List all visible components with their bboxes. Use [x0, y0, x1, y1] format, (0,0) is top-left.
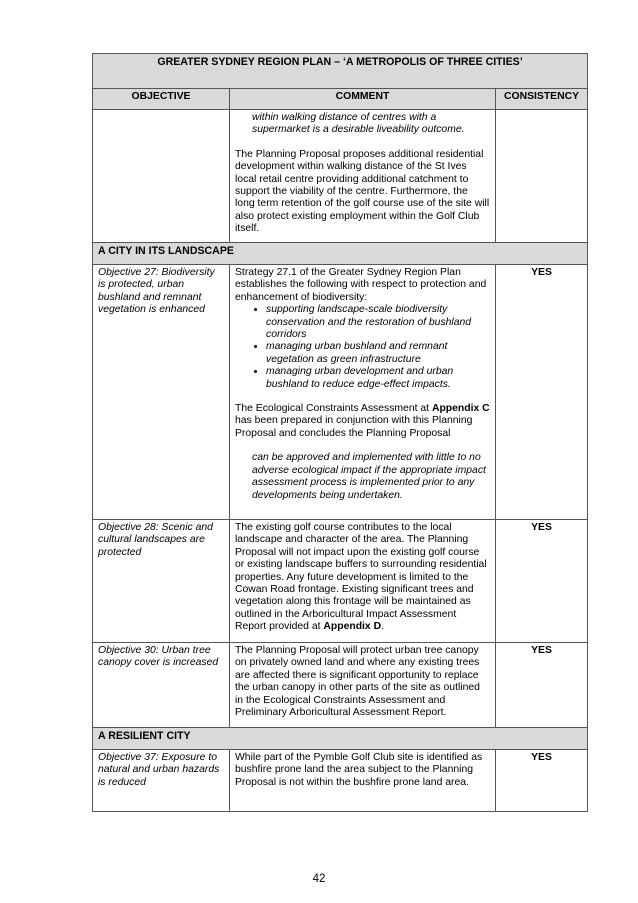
- appendix-reference: Appendix C: [431, 403, 490, 415]
- table-row: [93, 520, 588, 643]
- comment-cell: While part of the Pymble Golf Club site is identified as bushfire prone land the area subject to the Planning Proposal is not within the bushfire prone land area.: [230, 750, 496, 812]
- section-heading: A RESILIENT CITY: [93, 728, 588, 750]
- comment-cell: [230, 110, 496, 243]
- comment-paragraph: The existing golf course contributes to the local landscape and character of the area. The Planning Proposal will not impact upon the existing golf course or existing landscape buffers to surrounding residential properties. Any future development is limited to the Cowan Road frontage. Existing significant trees and vegetation along this frontage will be maintained as outlined in the Arboricultural Impact Assessment Report provided at Appendix D.: [235, 522, 487, 633]
- objective-cell: Objective 28: Scenic and cultural landscapes are protected: [93, 520, 230, 643]
- table-row: [93, 110, 588, 243]
- comment-cell: [230, 520, 496, 643]
- section-heading: A CITY IN ITS LANDSCAPE: [93, 243, 588, 265]
- list-item: • supporting landscape-scale biodiversity conservation and the restoration of bushland corridors: [266, 304, 490, 341]
- table-row: [93, 265, 588, 520]
- objective-cell: Objective 30: Urban tree canopy cover is increased: [93, 643, 230, 728]
- consistency-value: YES: [496, 265, 588, 520]
- comment-cell: The Planning Proposal will protect urban tree canopy on privately owned land and where any existing trees are affected there is significant opportunity to replace the urban canopy in other parts of the site as outlined in the Ecological Constraints Assessment and Preliminary Arboricultural Assessment Report.: [230, 643, 496, 728]
- appendix-reference: Appendix D: [323, 621, 382, 633]
- section-row: [93, 243, 588, 265]
- list-item: • managing urban development and urban bushland to reduce edge-effect impacts.: [266, 366, 490, 391]
- objective-cell: Objective 27: Biodiversity is protected, urban bushland and remnant vegetation is enhanced: [93, 265, 230, 520]
- table-row: [93, 643, 588, 728]
- quote-text: can be approved and implemented with little to no adverse ecological impact if the appropriate impact assessment process is implemented prior to any developments being undertaken.: [252, 452, 486, 501]
- consistency-value: YES: [496, 643, 588, 728]
- table-row: [93, 750, 588, 812]
- column-header-row: [93, 89, 588, 110]
- region-plan-table: [92, 53, 588, 812]
- header-comment: COMMENT: [230, 89, 496, 110]
- section-row: [93, 728, 588, 750]
- comment-paragraph: The Planning Proposal proposes additional residential development within walking distance of the St Ives local retail centre providing additional catchment to support the viability of the centre. Furthermore, the long term retention of the golf course use of the site will also protect existing employment within the Golf Club itself.: [235, 148, 490, 235]
- header-consistency: CONSISTENCY: [496, 89, 588, 110]
- comment-paragraph: The Ecological Constraints Assessment at Appendix C has been prepared in conjunction with this Planning Proposal and concludes the Planning Proposal: [235, 403, 490, 439]
- list-item: • managing urban bushland and remnant vegetation as green infrastructure: [266, 341, 490, 366]
- table-title-row: [93, 54, 588, 89]
- table-title: GREATER SYDNEY REGION PLAN – ‘A METROPOLIS OF THREE CITIES’: [93, 54, 588, 89]
- header-objective: OBJECTIVE: [93, 89, 230, 110]
- strategy-list: [235, 304, 490, 391]
- objective-cell: Objective 37: Exposure to natural and urban hazards is reduced: [93, 750, 230, 812]
- comment-intro: Strategy 27.1 of the Greater Sydney Region Plan establishes the following with respect to protection and enhancement of biodiversity:: [235, 267, 487, 303]
- page-number: 42: [312, 873, 326, 885]
- consistency-value: YES: [496, 520, 588, 643]
- consistency-value: YES: [496, 750, 588, 812]
- comment-cell: [230, 265, 496, 520]
- quote-text: within walking distance of centres with a supermarket is a desirable liveability outcome.: [252, 112, 465, 136]
